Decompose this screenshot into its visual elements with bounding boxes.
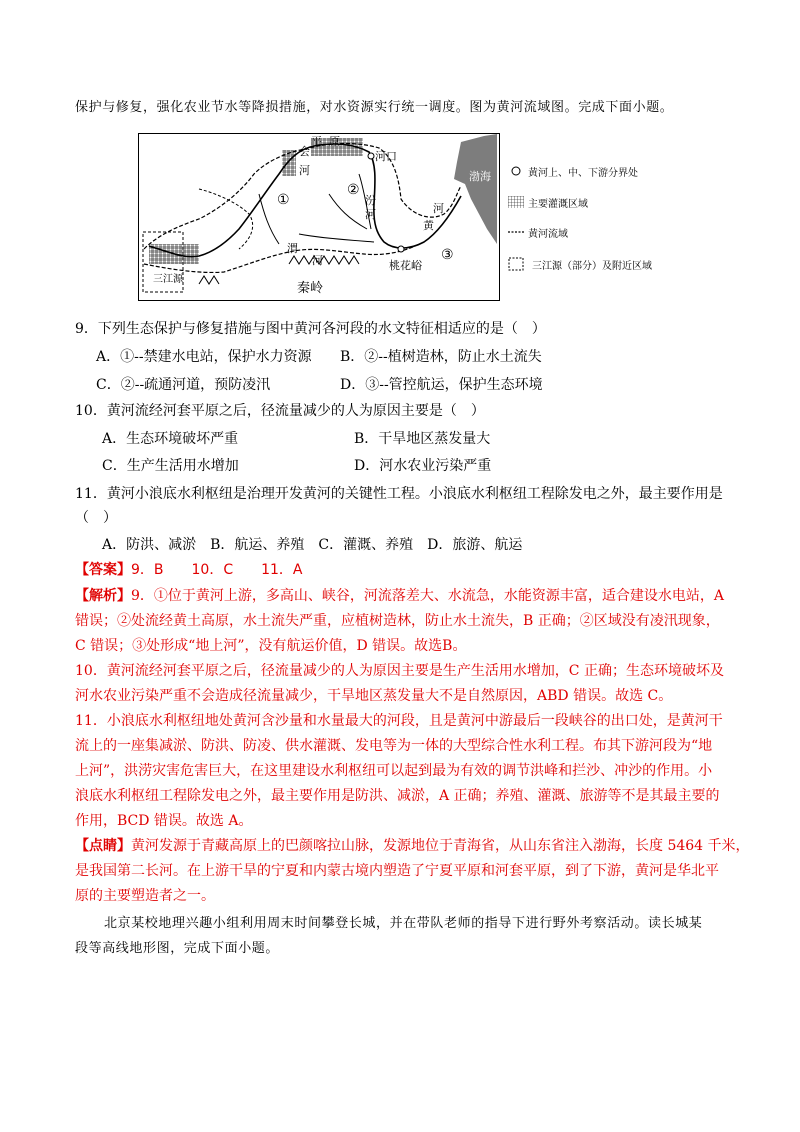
q9-option-b: B．②--植树造林，防止水土流失 (340, 349, 542, 365)
label-circle1: ① (277, 192, 290, 208)
tip-line: 原的主要塑造者之一。 (75, 888, 215, 904)
next-intro-line: 段等高线地形图，完成下面小题。 (75, 941, 280, 956)
circle-icon (510, 165, 522, 177)
label-bohai: 渤海 (469, 170, 491, 183)
analysis-line (75, 586, 724, 606)
q9-option-c: C．②--疏通河道，预防凌汛 (96, 377, 271, 393)
label-he2: 河 (433, 202, 444, 215)
hatched-area-icon (508, 196, 524, 208)
tip-line: 是我国第二长河。在上游干旱的宁夏和内蒙古境内塑造了宁夏平原和河套平原，到了下游，黄河是华北平 (75, 863, 719, 879)
q11-paren: （ ） (75, 510, 117, 526)
q9-option-a: A．①--禁建水电站，保护水力资源 (96, 349, 312, 365)
q10-option-b: B．干旱地区蒸发量大 (354, 431, 491, 447)
analysis-line: 10．黄河流经河套平原之后，径流量减少的人为原因主要是生产生活用水增加，C 正确；生态环境破坏及 (75, 663, 724, 679)
intro-line: 保护与修复，强化农业节水等降损措施，对水资源实行统一调度。图为黄河流域图。完成下面小题。 (75, 100, 674, 115)
q10-option-a: A．生态环境破坏严重 (102, 431, 239, 447)
yellow-river-line (149, 144, 461, 257)
q9-stem: 9．下列生态保护与修复措施与图中黄河各河段的水文特征相适应的是（ ） (75, 321, 546, 337)
legend-text: 黄河上、中、下游分界处 (528, 168, 638, 179)
label-circle2: ② (347, 182, 360, 198)
label-he1: 河 (299, 164, 310, 177)
analysis-line: 流上的一座集减淤、防洪、防凌、供水灌溉、发电等为一体的大型综合性水利工程。布其下游河段为“地 (75, 738, 713, 754)
analysis-line: C 错误；③处形成“地上河”，没有航运价值，D 错误。故选B。 (75, 638, 467, 654)
q10-option-c: C．生产生活用水增加 (102, 458, 239, 474)
tip-line (75, 836, 750, 856)
next-intro-line: 北京某校地理兴趣小组利用周末时间攀登长城，并在带队老师的指导下进行野外考察活动。读长城某 (104, 916, 703, 931)
boundary-hekou (368, 153, 374, 159)
label-qinling: 秦岭 (297, 281, 324, 296)
answer-text: 9．B 10．C 11．A (131, 562, 303, 578)
dotted-line-icon (508, 226, 524, 238)
label-hekou: 河口 (375, 150, 397, 163)
yellow-river-map (138, 133, 500, 301)
tip-tag: 【点睛】 (75, 838, 131, 854)
boundary-taohuayu (398, 246, 404, 252)
q11-stem: 11．黄河小浪底水利枢纽是治理开发黄河的关键性工程。小浪底水利枢纽工程除发电之外，最主要作用是 (75, 486, 723, 502)
basin-boundary (144, 144, 461, 250)
q10-stem: 10．黄河流经河套平原之后，径流量减少的人为原因主要是（ ） (75, 403, 485, 419)
label-ping: 平 (311, 135, 322, 148)
q11-options: A．防洪、减淤 B．航运、养殖 C．灌溉、养殖 D．旅游、航运 (102, 537, 523, 553)
answer-tag: 【答案】 (75, 562, 131, 578)
answer-line (75, 560, 303, 580)
analysis-line: 11．小浪底水利枢纽地处黄河含沙量和水量最大的河段，且是黄河中游最后一段峡谷的出口处，是黄河干 (75, 713, 723, 729)
analysis-tag: 【解析】 (75, 588, 131, 604)
q10-option-d: D．河水农业污染严重 (354, 458, 492, 474)
irrigation-area-ningxia (282, 150, 296, 176)
label-wei: 渭 (287, 242, 298, 255)
bohai-sea (454, 134, 497, 244)
map-drawing (139, 134, 498, 299)
analysis-line: 作用，BCD 错误。故选 A。 (75, 813, 253, 829)
label-sanjiang: 三江源 (153, 274, 183, 285)
analysis-line: 浪底水利枢纽工程除发电之外，最主要作用是防洪、减淤，A 正确；养殖、灌溉、旅游等不是其最主要的 (75, 788, 720, 804)
analysis-line: 错误；②处流经黄土高原，水土流失严重，应植树造林，防止水土流失，B 正确；②区域没有凌汛现象， (75, 613, 720, 629)
label-fen: 汾 (365, 194, 376, 207)
label-weihe: 河 (312, 254, 323, 267)
dashed-box-icon (508, 257, 524, 271)
irrigation-area-source (149, 244, 199, 264)
legend-text: 主要灌溉区域 (528, 199, 588, 210)
label-circle3: ③ (441, 247, 454, 263)
legend-text: 三江源（部分）及附近区域 (532, 261, 652, 272)
label-taohuayu: 桃花峪 (389, 259, 422, 272)
tip-text: 黄河发源于青藏高原上的巴颜喀拉山脉，发源地位于青海省，从山东省注入渤海，长度 5464 千米， (131, 838, 750, 854)
label-yuan: 原 (329, 135, 340, 148)
label-fenhe: 河 (365, 208, 376, 221)
analysis-line: 河水农业污染严重不会造成径流量减少，干旱地区蒸发量大不是自然原因，ABD 错误。故选 C。 (75, 688, 673, 704)
q9-option-d: D．③--管控航运，保护生态环境 (340, 377, 543, 393)
label-ning: 会 (299, 145, 310, 158)
label-huang: 黄 (423, 219, 434, 232)
map-legend (510, 160, 740, 280)
analysis-text: 9．①位于黄河上游，多高山、峡谷，河流落差大、水流急，水能资源丰富，适合建设水电站，A (131, 588, 725, 604)
qinling-mountains (289, 256, 359, 264)
analysis-line: 上河”，洪涝灾害危害巨大，在这里建设水利枢纽可以起到最为有效的调节洪峰和拦沙、冲沙的作用。小 (75, 763, 713, 779)
legend-text: 黄河流域 (528, 229, 568, 240)
